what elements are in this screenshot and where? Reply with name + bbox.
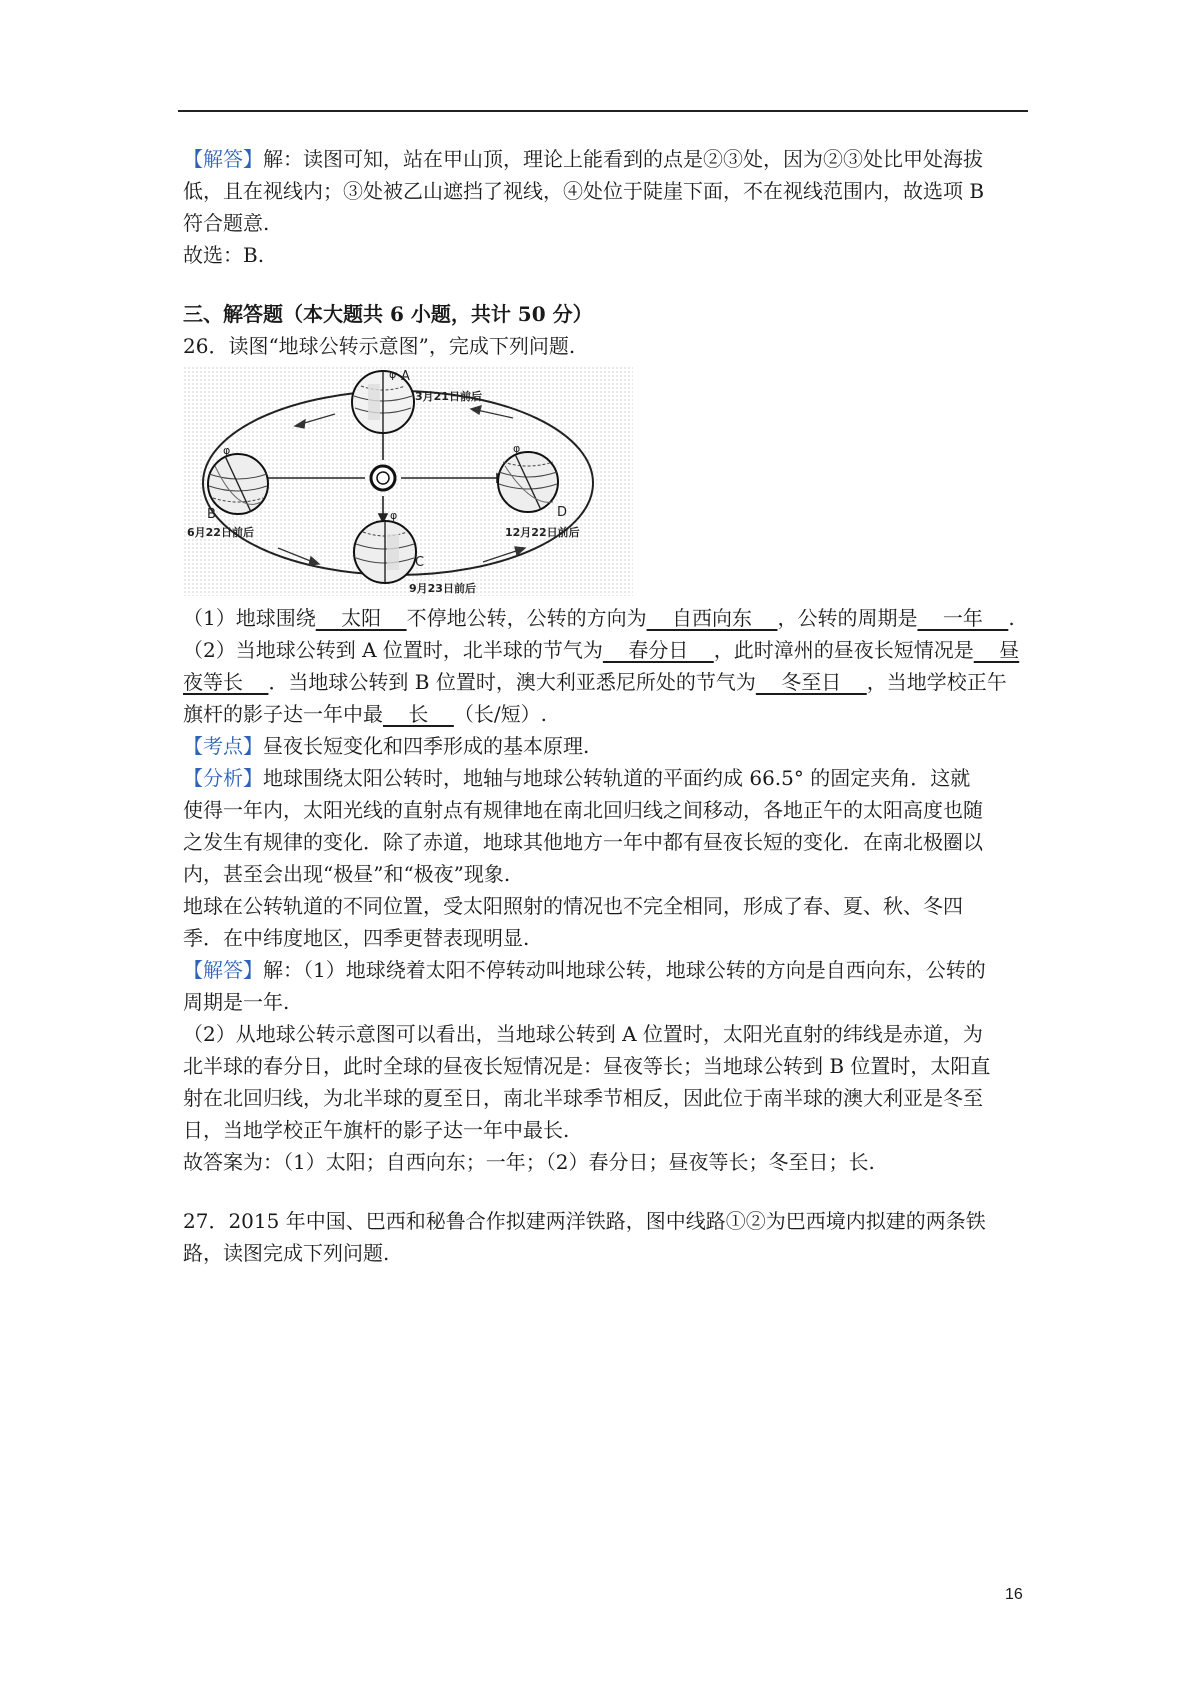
svg-text:φ: φ <box>513 442 521 455</box>
jieda-line-4: 北半球的春分日，此时全球的昼夜长短情况是：昼夜等长；当地球公转到 B 位置时，太阳直 <box>183 1054 991 1078</box>
question-26-part-2-line-3: 旗杆的影子达一年中最 长 （长/短）. <box>183 702 547 726</box>
kaodian-tag: 【考点】 <box>183 734 263 758</box>
answer-blank-sun: 太阳 <box>315 606 407 630</box>
question-26-part-2-line-1: （2）当地球公转到 A 位置时，北半球的节气为 春分日 ，此时漳州的昼夜长短情况是 昼 <box>183 638 1020 662</box>
label-c: C <box>415 555 425 570</box>
earth-c-icon <box>354 521 416 583</box>
svg-text:φ: φ <box>390 509 398 522</box>
sun-icon <box>371 466 395 490</box>
svg-text:φ: φ <box>389 368 397 381</box>
earth-d-icon <box>498 452 558 512</box>
question-26-part-1: （1）地球围绕 太阳 不停地公转，公转的方向为 自西向东 ，公转的周期是 一年 . <box>183 606 1015 630</box>
answer-25-line-1: 【解答】解：读图可知，站在甲山顶，理论上能看到的点是②③处，因为②③处比甲处海拔 <box>183 147 983 171</box>
spacer <box>183 1178 1028 1205</box>
answer-25-line-3: 符合题意. <box>183 211 270 235</box>
answer-25-line-2: 低，且在视线内；③处被乙山遮挡了视线，④处位于陡崖下面，不在视线范围内，故选项 B <box>183 179 985 203</box>
answer-blank-day-night-cont: 夜等长 <box>183 670 269 694</box>
header-rule <box>178 110 1028 112</box>
fenxi-line-2: 使得一年内，太阳光线的直射点有规律地在南北回归线之间移动，各地正午的太阳高度也随 <box>183 798 983 822</box>
date-a: 3月21日前后 <box>415 390 482 403</box>
answer-blank-day-night: 昼 <box>973 638 1020 662</box>
date-b: 6月22日前后 <box>187 526 254 539</box>
date-c: 9月23日前后 <box>409 582 476 595</box>
answer-blank-direction: 自西向东 <box>646 606 778 630</box>
label-b: B <box>207 507 216 522</box>
answer-blank-solar-term-b: 冬至日 <box>755 670 867 694</box>
earth-revolution-svg <box>183 366 633 596</box>
page-number: 16 <box>1005 1586 1023 1603</box>
earth-revolution-diagram <box>183 366 633 596</box>
answer-25-choice: 故选：B. <box>183 243 265 267</box>
jieda-line-1: 【解答】解：（1）地球绕着太阳不停转动叫地球公转，地球公转的方向是自西向东，公转的 <box>183 958 986 982</box>
answer-blank-shadow: 长 <box>383 702 454 726</box>
jieda-line-2: 周期是一年. <box>183 990 290 1014</box>
jieda-line-5: 射在北回归线，为北半球的夏至日，南北半球季节相反，因此位于南半球的澳大利亚是冬至 <box>183 1086 983 1110</box>
answer-blank-period: 一年 <box>917 606 1009 630</box>
earth-b-icon <box>208 454 268 514</box>
question-26-stem: 26．读图“地球公转示意图”，完成下列问题. <box>183 334 576 358</box>
date-d: 12月22日前后 <box>505 526 580 539</box>
fenxi-line-5: 地球在公转轨道的不同位置，受太阳照射的情况也不完全相同，形成了春、夏、秋、冬四 <box>183 894 963 918</box>
answer-tag: 【解答】 <box>183 147 263 171</box>
section-3-title: 三、解答题（本大题共 6 小题，共计 50 分） <box>183 302 593 326</box>
fenxi-line-1: 【分析】地球围绕太阳公转时，地轴与地球公转轨道的平面约成 66.5° 的固定夹角．这就 <box>183 766 971 790</box>
final-answer: 故答案为：（1）太阳；自西向东；一年；（2）春分日；昼夜等长；冬至日；长. <box>183 1150 875 1174</box>
svg-text:φ: φ <box>223 444 231 457</box>
label-a: A <box>401 369 410 384</box>
question-26-part-2-line-2: 夜等长 ．当地球公转到 B 位置时，澳大利亚悉尼所处的节气为 冬至日 ，当地学校正午 <box>183 670 1007 694</box>
fenxi-tag: 【分析】 <box>183 766 263 790</box>
jieda-line-3: （2）从地球公转示意图可以看出，当地球公转到 A 位置时，太阳光直射的纬线是赤道，为 <box>183 1022 983 1046</box>
answer-blank-solar-term-a: 春分日 <box>602 638 714 662</box>
question-27-line-1: 27．2015 年中国、巴西和秘鲁合作拟建两洋铁路，图中线路①②为巴西境内拟建的两条铁 <box>183 1209 986 1233</box>
page-content <box>183 143 1028 1269</box>
question-27-line-2: 路，读图完成下列问题. <box>183 1241 390 1265</box>
jieda-tag: 【解答】 <box>183 958 263 982</box>
jieda-line-6: 日，当地学校正午旗杆的影子达一年中最长. <box>183 1118 570 1142</box>
kaodian-line: 【考点】昼夜长短变化和四季形成的基本原理. <box>183 734 590 758</box>
fenxi-line-6: 季．在中纬度地区，四季更替表现明显. <box>183 926 530 950</box>
fenxi-line-4: 内，甚至会出现“极昼”和“极夜”现象. <box>183 862 511 886</box>
label-d: D <box>557 505 568 520</box>
fenxi-line-3: 之发生有规律的变化．除了赤道，地球其他地方一年中都有昼夜长短的变化．在南北极圈以 <box>183 830 983 854</box>
